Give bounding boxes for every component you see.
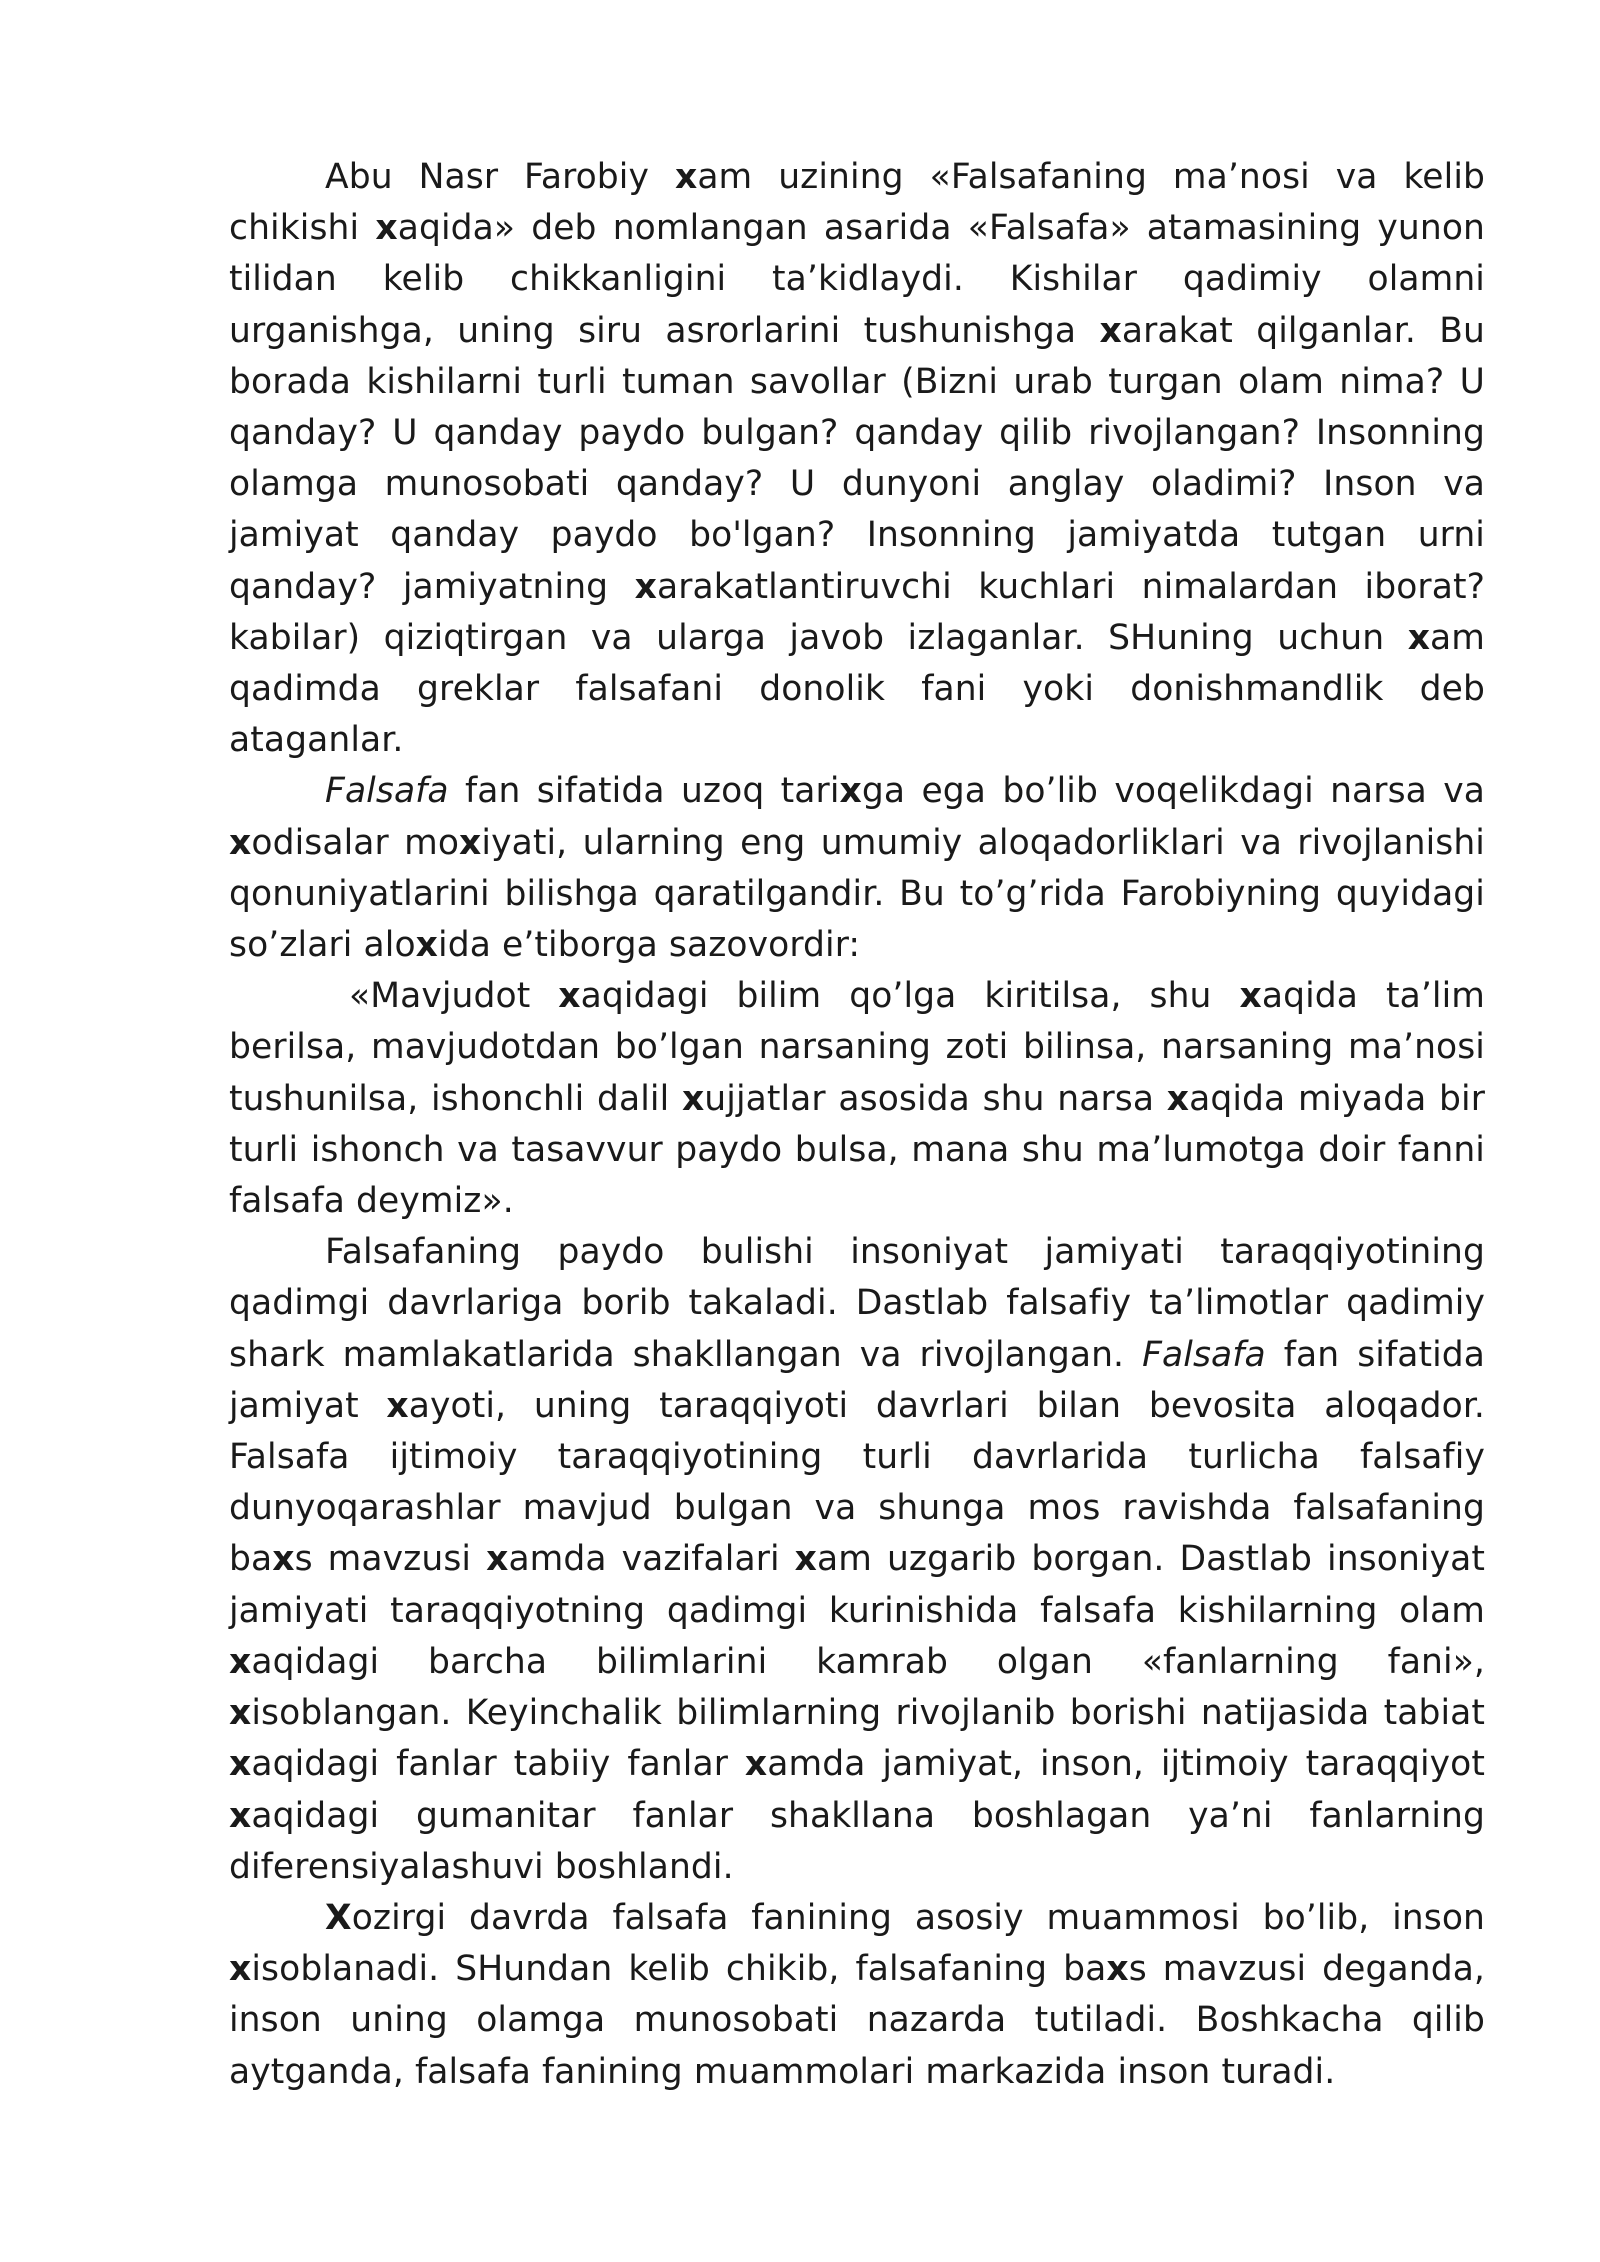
bold-letter: x bbox=[415, 925, 439, 966]
text-run: fan sifatida jamiyat bbox=[229, 1334, 1486, 1426]
bold-letter: x bbox=[229, 1795, 252, 1836]
text-run: Falsafaning paydo bulishi insoniyat jamiyati taraqqiyotining qadimgi davrlariga borib takaladi. Dastlab falsafiy ta’limotlar qadimiy shark mamlakatlarida shakllangan va rivojlangan. bbox=[229, 1232, 1485, 1375]
body-paragraph bbox=[229, 766, 1485, 971]
text-run: aqidagi fanlar tabiiy fanlar bbox=[251, 1744, 745, 1785]
body-paragraph bbox=[229, 152, 1485, 766]
italic-term: Falsafa bbox=[1142, 1334, 1266, 1375]
text-run: isoblanadi. SHundan kelib chikib, falsafaning ba bbox=[251, 1949, 1107, 1990]
bold-letter: x bbox=[229, 1949, 252, 1990]
bold-letter: x bbox=[386, 1385, 409, 1426]
bold-letter: x bbox=[744, 1744, 768, 1785]
bold-letter: x bbox=[681, 1078, 705, 1119]
bold-letter: X bbox=[325, 1897, 352, 1938]
bold-letter: x bbox=[558, 976, 581, 1017]
bold-letter: x bbox=[794, 1539, 818, 1580]
text-run: s mavzusi bbox=[294, 1539, 487, 1580]
text-run: ujjatlar asosida shu narsa bbox=[704, 1078, 1167, 1119]
bold-letter: x bbox=[1166, 1078, 1190, 1119]
bold-letter: x bbox=[459, 822, 482, 863]
text-run: aqida miyada bir turli ishonch va tasavvur paydo bulsa, mana shu ma’lumotga doir fanni falsafa deymiz». bbox=[229, 1078, 1485, 1222]
text-run: aqida ta’lim berilsa, mavjudotdan bo’lgan narsaning zoti bilinsa, narsaning ma’nosi tushunilsa, ishonchli dalil bbox=[229, 976, 1486, 1119]
text-run: aqidagi gumanitar fanlar shakllana boshlagan ya’ni fanlarning diferensiyalashuvi boshlandi. bbox=[229, 1795, 1485, 1887]
body-paragraph bbox=[229, 1893, 1485, 2098]
text-run: am uzining «Falsafaning ma’nosi va kelib chikishi bbox=[229, 157, 1486, 249]
text-run: aqidagi bilim qo’lga kiritilsa, shu bbox=[580, 976, 1240, 1017]
bold-letter: x bbox=[634, 566, 657, 607]
text-run: arakat qilganlar. Bu borada kishilarni turli tuman savollar (Bizni urab turgan olam nima? U qanday? U qanday paydo bulgan? qanday qilib rivojlangan? Insonning olamga munosobati qanday? U dunyoni anglay oladimi? Inson va jamiyat qanday paydo bo'lgan? Insonning jamiyatda tutgan urni qanday? jamiyatning bbox=[229, 310, 1485, 607]
bold-letter: x bbox=[229, 822, 252, 863]
text-run: ayoti, uning taraqqiyoti davrlari bilan bevosita aloqador. Falsafa ijtimoiy taraqqiyotining turli davrlarida turlicha falsafiy dunyoqarashlar mavjud bulgan va shunga mos ravishda falsafaning ba bbox=[229, 1385, 1485, 1580]
text-run: am qadimda greklar falsafani donolik fani yoki donishmandlik deb ataganlar. bbox=[229, 617, 1485, 761]
document-page bbox=[229, 152, 1485, 2098]
bold-letter: x bbox=[229, 1693, 252, 1734]
bold-letter: x bbox=[839, 771, 862, 812]
text-run: iyati, ularning eng umumiy aloqadorliklari va rivojlanishi qonuniyatlarini bilishga qaratilgandir. Bu to’g’rida Farobiyning quyidagi so’zlari alo bbox=[229, 822, 1485, 966]
bold-letter: x bbox=[674, 157, 698, 197]
bold-letter: x bbox=[1099, 310, 1122, 351]
text-run: aqidagi barcha bilimlarini kamrab olgan «fanlarning fani», bbox=[251, 1641, 1485, 1682]
text-run: am uzgarib borgan. Dastlab insoniyat jamiyati taraqqiyotning qadimgi kurinishida falsafa kishilarning olam bbox=[229, 1539, 1485, 1631]
text-run: fan sifatida uzoq tari bbox=[448, 771, 840, 812]
body-paragraph bbox=[229, 1227, 1485, 1893]
text-run: ga ega bo’lib voqelikdagi narsa va bbox=[861, 771, 1485, 812]
text-run: aqida» deb nomlangan asarida «Falsafa» atamasining yunon tilidan kelib chikkanligini ta’kidlaydi. Kishilar qadimiy olamni urganishga, uning siru asrorlarini tushunishga bbox=[229, 208, 1485, 351]
text-run: ida e’tiborga sazovordir: bbox=[438, 925, 861, 966]
bold-letter: x bbox=[272, 1539, 295, 1580]
bold-letter: x bbox=[1407, 617, 1431, 658]
quote-paragraph bbox=[229, 971, 1485, 1227]
text-run: «Mavjudot bbox=[349, 976, 559, 1017]
text-run: arakatlantiruvchi kuchlari nimalardan iborat? kabilar) qiziqtirgan va ularga javob izlaganlar. SHuning uchun bbox=[229, 566, 1485, 658]
text-run: amda vazifalari bbox=[508, 1539, 795, 1580]
text-run: isoblangan. Keyinchalik bilimlarning rivojlanib borishi natijasida tabiat bbox=[251, 1693, 1485, 1734]
text-run: amda jamiyat, inson, ijtimoiy taraqqiyot bbox=[767, 1744, 1485, 1785]
italic-term: Falsafa bbox=[325, 771, 449, 812]
bold-letter: x bbox=[1106, 1949, 1129, 1990]
bold-letter: x bbox=[375, 208, 398, 249]
bold-letter: x bbox=[229, 1641, 252, 1682]
text-run: Abu Nasr Farobiy bbox=[325, 157, 675, 197]
bold-letter: x bbox=[486, 1539, 509, 1580]
text-run: ozirgi davrda falsafa fanining asosiy muammosi bo’lib, inson bbox=[351, 1897, 1485, 1938]
bold-letter: x bbox=[229, 1744, 252, 1785]
document-body bbox=[229, 152, 1485, 2098]
text-run: odisalar mo bbox=[251, 822, 460, 863]
text-run: s mavzusi deganda, inson uning olamga munosobati nazarda tutiladi. Boshkacha qilib aytganda, falsafa fanining muammolari markazida inson turadi. bbox=[229, 1949, 1485, 2092]
bold-letter: x bbox=[1239, 976, 1262, 1017]
